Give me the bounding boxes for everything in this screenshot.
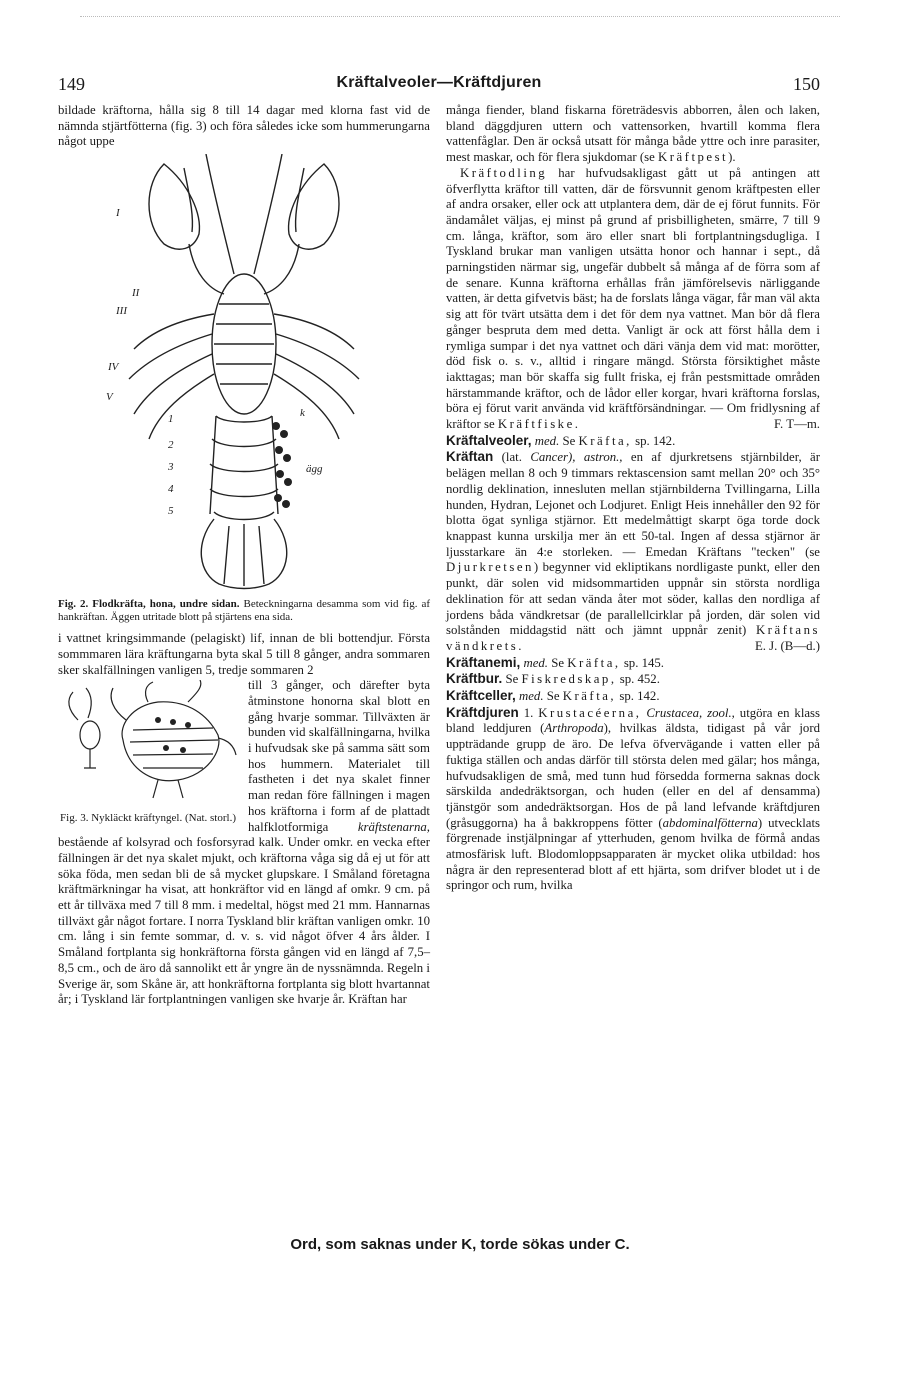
figure-2-caption xyxy=(58,598,430,623)
e4-se: Se xyxy=(505,672,519,687)
right-paragraph-1 xyxy=(446,103,820,166)
headword-kraftanemi: Kräftanemi, xyxy=(446,654,521,670)
right-p1-end: ). xyxy=(728,150,736,165)
left-p3-rest: bestående af kolsyrad och fosforsyrad kalk. Under omkr. en vecka efter fällningen är det nya skalet mjukt, och kräftorna våga sig då ej ut för att söka föda, men sedan bli de så mycket glupskare. I Småland företagna kräftmärkningar ha visat, att honkräftor vid en längd af omkr. 9 cm. på ett år tillväxa med 7 till 8 mm. i medeltal, högst med 21 mm. Hannarnas tillväxt går något fortare. I norra Tyskland blir kräftan vanligen omkr. 10 cm. lång i sin femte sommar, d. v. s. vid något öfver 4 års ålder. I Småland fortplanta sig honkräftorna första gången vid en längd af 7,5–8,5 cm., och de äro då sannolikt ett år yngre än de nyssnämnda. Regeln i Sverige är, som Skåne är, att honkräftorna fortplanta sig blott hvartannat år; i Tyskland lär fortplantningen vanligen ske hvarje år. Kräftan har xyxy=(58,835,430,1007)
e3-se: Se xyxy=(551,655,565,670)
e6-body2: ), hvilkas äldsta, tidigast på vår jord uppträdande grupp de äro. De lefva öfvervägande i vatten eller på fuktiga ställen och andas därför till största delen med gälar; hos många, hufvudsakligen de små, med tunn hud försedda formerna saknas dock särskilda andedräktsorgan, och huden (eller en del af densamma) tjänstgör som andedräktsorgan. Hos de på land lefvande kräftdjuren (gråsuggorna) ha å bakkroppens fötter ( xyxy=(446,721,820,830)
e4-end: sp. 452. xyxy=(619,672,660,687)
page-header xyxy=(58,74,820,98)
crayfish-illustration xyxy=(94,154,394,594)
figure-2-caption-rest: Beteckningarna desamma som vid fig. af hankräftan. Äggen utritade blott på stjärtens ena sida. xyxy=(58,598,431,623)
entry-kraftceller xyxy=(446,688,820,705)
e2-body: en af djurkretsens stjärnbilder, är belägen mellan 8 och 9 timmars rektascension samt mellan 20° och 35° nordlig deklination, innesluten mellan stjärnbilderna Tvillingarna, Lilla hunden, Hydran, Lejonet och Lodjuret. Enligt Heis innehåller den 92 för blotta ögat synliga stjärnor. Ett medelmåttigt skarpt öga torde dock knappast kunna urskilja mer än ett 50-tal. Ingen af dessa stjärnor är ljusstarkare än 4:e storleken. — Emedan Kräftans "tecken" (se xyxy=(446,450,820,559)
e6-body3: ) utvecklats förgrenade instjälpningar af ytterhuden, genom hvilka de förmå andas atmosfärisk luft. Blodomloppsapparaten är mycket olika utbildad: hos några är den representerad blott af ett hjärta, som drifver blodet ut i de springor och rum, hvilka xyxy=(446,815,820,893)
ref-kraftpest: Kräftpest xyxy=(658,150,729,165)
label-I: I xyxy=(116,207,120,220)
label-II: II xyxy=(132,287,140,300)
e3-med: med. xyxy=(523,655,549,670)
page-footer-note: Ord, som saknas under K, torde sökas under C. xyxy=(290,1236,630,1253)
top-edge-dots xyxy=(80,16,840,18)
e1-med: med. xyxy=(534,433,560,448)
term-kraftodling: Kräftodling xyxy=(460,165,548,180)
entry-kraftanemi xyxy=(446,655,820,672)
right-p2-text: har hufvudsakligast gått ut på antingen att öfverflytta kräftor till vatten, där de försvunnit genom kräftpesten eller af andra orsaker, eller ock att utplantera dem, där de ej förut funnits. För ändamålet väljas, ej minst på grund af prisbilligheten, smärre, 7 till 9 cm. långa, kräftor, som äro eller snart bli fortplantningsdugliga. I Tyskland brukar man vanligen utsätta honor och hannar i sept., då parningstiden närmar sig, ungefär dubbelt så många af de förra som af de senare. Kunna kräftorna erhållas från jämförelsevis närliggande vatten, är detta gifvetvis bäst; ha de forslats långa vägar, får man väl akta sig att för tvärt utsätta dem i det för dem nya vattnet. Man bör då flera gånger bespruta dem med detta. Vanligt är ock att först hålla dem i rymliga sumpar i det nya vattnet och däri vänja dem vid mat: morötter, död fisk o. s. v., alltid i ringare mängd. Största försiktighet måste iakttagas; man bör skaffa sig fullt friska, ej från pestsmittade områden härstammande kräftor, och de lådor eller korgar, hvari kräftorna forslas, böra ej förut varit använda vid kräftförsändningar. — Om fridlysning af kräftor se xyxy=(446,165,820,432)
crayfish-larva-illustration xyxy=(58,680,238,805)
e6-num: 1. xyxy=(523,705,534,720)
ref-kraftfiske: Kräftfiske. xyxy=(497,417,581,432)
headword-kraftbur: Kräftbur. xyxy=(446,671,503,687)
label-4: 4 xyxy=(168,483,174,496)
signature-ftm: F. T—m. xyxy=(773,417,820,432)
label-2: 2 xyxy=(168,439,174,452)
figure-3-caption: Fig. 3. Nykläckt kräftyngel. (Nat. storl.) xyxy=(60,811,236,824)
e4-ref: Fiskredskap, xyxy=(521,672,617,687)
e5-med: med. xyxy=(519,689,544,704)
headword-kraftan: Kräftan xyxy=(446,449,494,465)
label-V: V xyxy=(106,391,113,404)
ref-kraftans-vandkrets: Kräftans vändkrets. xyxy=(446,623,820,653)
entry-kraftbur xyxy=(446,671,820,688)
figure-2 xyxy=(58,154,430,594)
e2-lat: Cancer), astron., xyxy=(530,450,623,465)
entry-kraftalveoler xyxy=(446,433,820,450)
headword-kraftceller: Kräftceller, xyxy=(446,688,516,704)
e2-body2: ) begynner vid ekliptikans nordligaste punkt, eller den punkt, där solen vid midsommartiden uppnår sin största nordliga deklination för att sedan vända åter mot söder, kallas den nordliga af jordens båda vändkretsar (de parallellcirklar på jorden, där solen vid solstånden middagstid nätt och jämnt uppnår zenit) xyxy=(446,560,820,638)
running-title: Kräftalveoler—Kräftdjuren xyxy=(336,74,542,91)
label-5: 5 xyxy=(168,505,174,518)
headword-kraftdjuren: Kräftdjuren xyxy=(446,704,519,720)
left-p3-italic: kräftstenarna, xyxy=(357,819,430,834)
label-1: 1 xyxy=(168,413,174,426)
e1-ref: Kräfta, xyxy=(578,433,632,448)
entry-kraftan xyxy=(446,449,820,654)
right-p1-text: många fiender, bland fiskarna företrädesvis abborren, ålen och laken, bland däggdjuren uttern och vattensorken, hvartill komma flera vattenfåglar. Den är också utsatt för många både yttre och inre parasiter, mest maskar, och för flera sjukdomar (se xyxy=(446,103,820,165)
right-page-number: 150 xyxy=(793,74,820,94)
e1-end: sp. 142. xyxy=(635,433,676,448)
e6-lat: Crustacea, zool., xyxy=(646,705,735,720)
label-egg: ägg xyxy=(306,463,323,476)
e5-se: Se xyxy=(546,689,560,704)
figure-2-caption-bold: Fig. 2. Flodkräfta, hona, undre sidan. xyxy=(58,598,240,611)
right-paragraph-2 xyxy=(446,166,820,433)
left-p3-text: till 3 gånger, och därefter byta åtminstone honorna skal blott en gång hvarje sommar. Tillväxten är bunden vid skalfällningarna, hvilka i hufvudsak ske på samma sätt som hos hummern. Materialet till fastheten i det nya skalet finner man redan före fällningen i magen hos kräftorna i form af de plattadt halfklotformiga xyxy=(248,678,430,834)
e1-se: Se xyxy=(562,433,576,448)
e6-lat3: abdominalfötterna xyxy=(662,815,758,830)
e2-lat-prefix: (lat. xyxy=(501,450,522,465)
e5-ref: Kräfta, xyxy=(562,689,617,704)
figure-3 xyxy=(58,680,238,824)
ref-djurkretsen: Djurkretsen xyxy=(446,560,534,575)
e3-end: sp. 145. xyxy=(623,655,664,670)
e5-end: sp. 142. xyxy=(619,689,660,704)
e6-ref: Krustacéerna, xyxy=(538,705,642,720)
e3-ref: Kräfta, xyxy=(567,655,621,670)
e6-lat2: Arthropoda xyxy=(544,721,604,736)
left-paragraph-1: bildade kräftorna, hålla sig 8 till 14 dagar med klorna fast vid de nämnda stjärtfötterna (fig. 3) och föra således icke som hummerungarna något uppe xyxy=(58,103,430,149)
label-3: 3 xyxy=(168,461,174,474)
label-k: k xyxy=(300,407,305,420)
e6-body: utgöra en klass bland leddjuren ( xyxy=(446,705,821,736)
left-page-number: 149 xyxy=(58,74,85,94)
entry-kraftdjuren xyxy=(446,705,820,894)
headword-kraftalveoler: Kräftalveoler, xyxy=(446,432,532,448)
label-III: III xyxy=(116,305,127,318)
right-column xyxy=(446,103,820,894)
signature-ej: E. J. (B—d.) xyxy=(754,638,820,653)
left-paragraph-2: i vattnet kringsimmande (pelagiskt) lif, innan de bli bottendjur. Första sommmaren lära kräftungarna byta skal 5 till 8 gånger, andra sommaren sker skalfällningen vanligen 5, tredje sommaren 2 xyxy=(58,631,430,677)
label-IV: IV xyxy=(108,361,119,374)
left-column xyxy=(58,103,430,1008)
